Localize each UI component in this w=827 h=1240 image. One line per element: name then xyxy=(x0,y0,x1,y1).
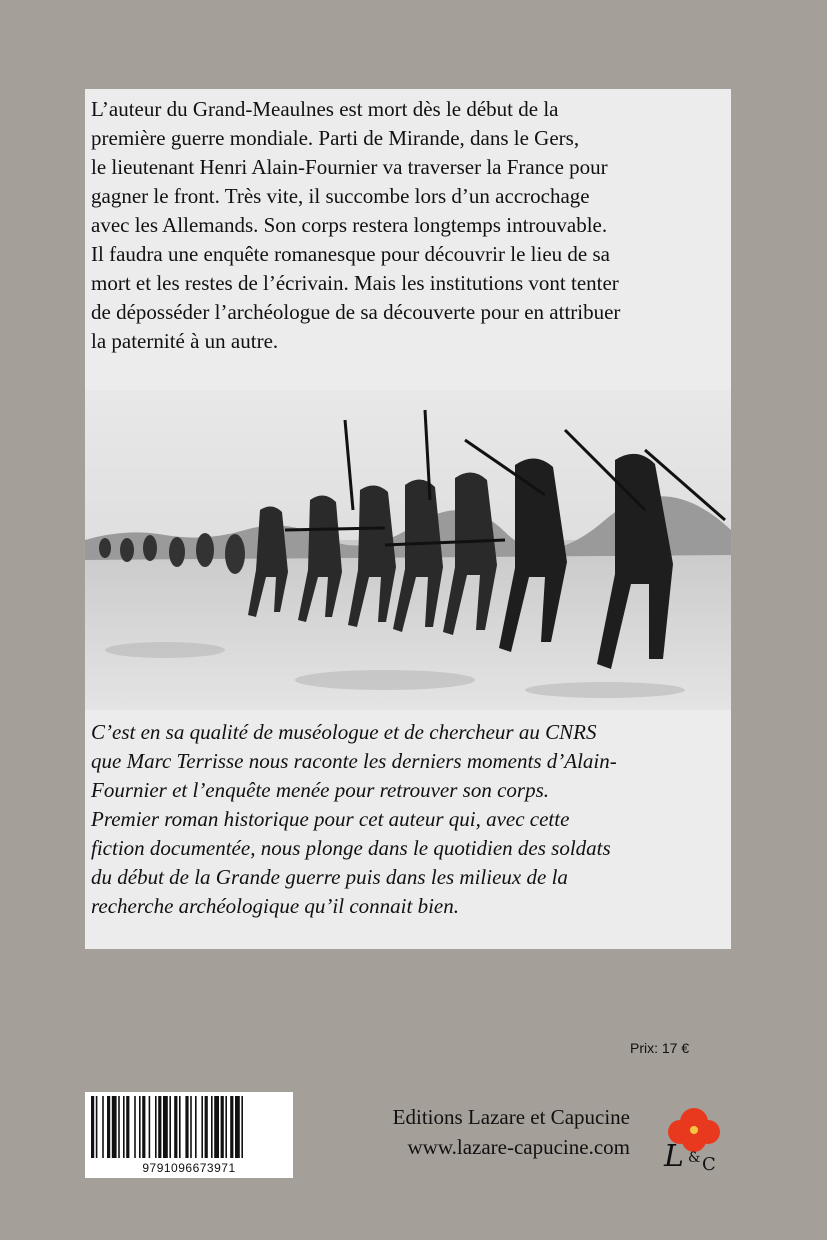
isbn-number: 9791096673971 xyxy=(142,1161,236,1175)
barcode-bar xyxy=(225,1096,227,1158)
back-cover-panel xyxy=(85,89,731,949)
synopsis-text: L’auteur du Grand-Meaulnes est mort dès le début de la première guerre mondiale. Parti de Mirande, dans le Gers, le lieutenant Henri Alain-Fournier va traverser la France pour gagner le front. Très vite, il succombe lors d’un accrochage avec les Allemands. Son corps restera longtemps introuvable. Il faudra une enquête romanesque pour découvrir le lieu de sa mort et les restes de l’écrivain. Mais les institutions vont tenter de déposséder l’archéologue de sa découverte pour en attribuer la paternité à un autre. xyxy=(91,97,621,353)
barcode-bar xyxy=(102,1096,104,1158)
barcode-bar xyxy=(149,1096,151,1158)
barcode-bar xyxy=(123,1096,125,1158)
soldiers-charge-photo xyxy=(85,390,731,710)
barcode-bar xyxy=(241,1096,243,1158)
svg-text:&: & xyxy=(688,1150,701,1166)
barcode-bar xyxy=(96,1096,98,1158)
barcode-bar xyxy=(221,1096,224,1158)
barcode-bar xyxy=(91,1096,94,1158)
barcode-bar xyxy=(235,1096,240,1158)
barcode-bar xyxy=(134,1096,136,1158)
barcode-bar xyxy=(179,1096,181,1158)
barcode-bar xyxy=(142,1096,145,1158)
barcode-bar xyxy=(185,1096,188,1158)
price-label: Prix: 17 € xyxy=(630,1040,690,1056)
isbn-barcode xyxy=(85,1092,293,1178)
barcode-bar xyxy=(155,1096,157,1158)
barcode-bar xyxy=(163,1096,168,1158)
barcode-bar xyxy=(126,1096,129,1158)
barcode-bar xyxy=(201,1096,203,1158)
publisher-name: Editions Lazare et Capucine xyxy=(392,1105,630,1129)
barcode-bar xyxy=(190,1096,192,1158)
barcode-bar xyxy=(112,1096,117,1158)
barcode-bar xyxy=(230,1096,233,1158)
barcode-bar xyxy=(211,1096,213,1158)
author-review-text: C’est en sa qualité de muséologue et de chercheur au CNRS que Marc Terrisse nous raconte les derniers moments d’Alain- Fournier et l’enquête menée pour retrouver son corps. Premier roman historique pour cet auteur qui, avec cette fiction documentée, nous plonge dans le quotidien des soldats du début de la Grande guerre puis dans les milieux de la recherche archéologique qu’il connait bien. xyxy=(91,720,617,918)
barcode-bar xyxy=(205,1096,208,1158)
publisher-website[interactable]: www.lazare-capucine.com xyxy=(407,1135,630,1159)
barcode-bar xyxy=(107,1096,110,1158)
barcode-bars xyxy=(89,1096,289,1158)
barcode-bar xyxy=(139,1096,141,1158)
barcode-bar xyxy=(169,1096,171,1158)
svg-text:L: L xyxy=(664,1139,684,1174)
barcode-bar xyxy=(158,1096,161,1158)
svg-text:C: C xyxy=(702,1154,716,1175)
barcode-bar xyxy=(174,1096,177,1158)
barcode-bar xyxy=(118,1096,120,1158)
poppy-flower-icon xyxy=(654,1098,734,1178)
barcode-bar xyxy=(195,1096,197,1158)
publisher-logo xyxy=(654,1098,734,1183)
barcode-bar xyxy=(214,1096,219,1158)
publisher-block xyxy=(330,1102,630,1162)
